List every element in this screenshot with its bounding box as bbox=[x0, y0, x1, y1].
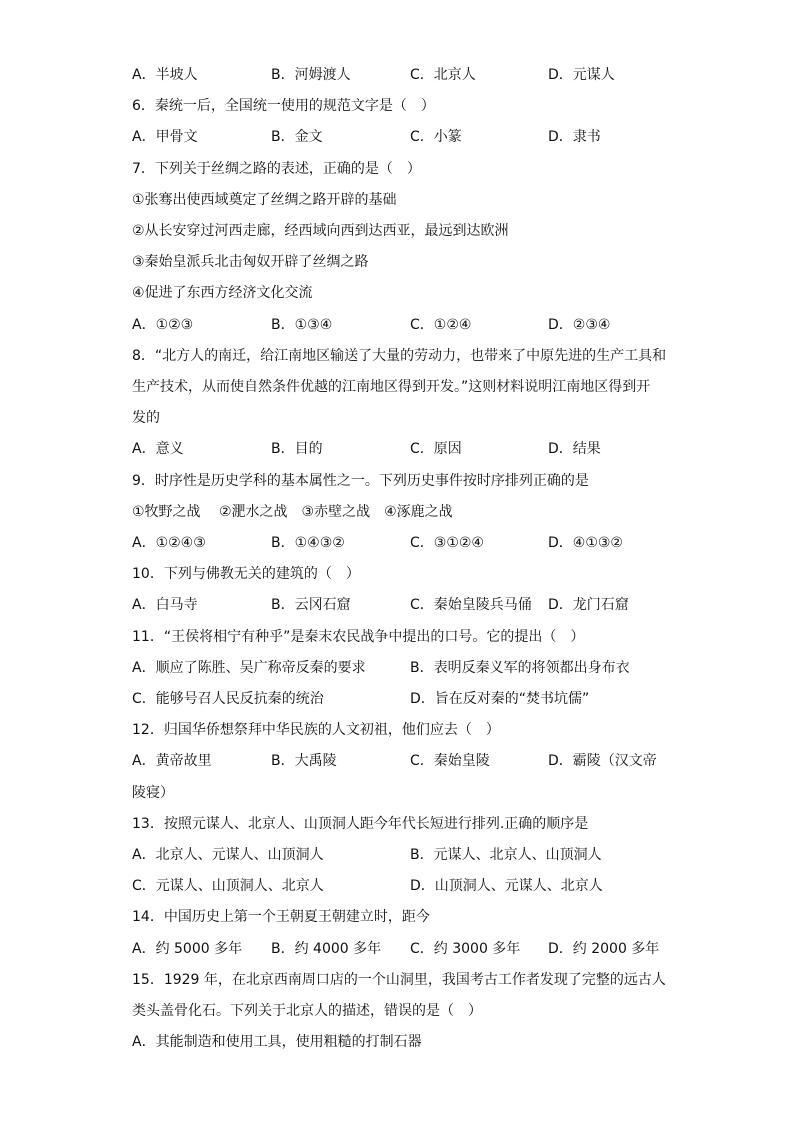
options-row bbox=[132, 684, 672, 715]
question-text-line: A．其能制造和使用工具，使用粗糙的打制石器 bbox=[132, 1034, 422, 1051]
question-text-line: 类头盖骨化石。下列关于北京人的描述，错误的是（ ） bbox=[132, 1003, 482, 1019]
question-text-line: ①牧野之战 ②淝水之战 ③赤壁之战 ④涿鹿之战 bbox=[132, 503, 453, 520]
answer-option: A．北京人、元谋人、山顶洞人 bbox=[132, 847, 324, 863]
options-row bbox=[132, 528, 672, 559]
answer-option: C．小篆 bbox=[410, 129, 462, 146]
answer-option: A．黄帝故里 bbox=[132, 753, 212, 770]
answer-option: A．①②④③ bbox=[132, 535, 206, 551]
answer-option: D．约 2000 多年 bbox=[548, 940, 660, 957]
question-text-line: 11．“王侯将相宁有种乎”是秦末农民战争中提出的口号。它的提出（ ） bbox=[132, 628, 585, 645]
answer-option: C．能够号召人民反抗秦的统治 bbox=[132, 691, 324, 707]
answer-option: A．①②③ bbox=[132, 316, 194, 333]
answer-option: D．旨在反对秦的“焚书坑儒” bbox=[410, 691, 590, 707]
options-row bbox=[132, 871, 672, 902]
answer-option: C．北京人 bbox=[410, 67, 476, 83]
answer-option: C．秦始皇陵兵马俑 bbox=[410, 597, 532, 614]
answer-option: A．白马寺 bbox=[132, 597, 198, 614]
question-text-line: 生产技术，从而使自然条件优越的江南地区得到开发。”这则材料说明江南地区得到开 bbox=[132, 379, 651, 395]
answer-option: A．顺应了陈胜、吴广称帝反秦的要求 bbox=[132, 659, 366, 676]
answer-option: C．①②④ bbox=[410, 316, 472, 333]
answer-option: D．龙门石窟 bbox=[548, 597, 629, 614]
answer-option: B．目的 bbox=[271, 441, 323, 458]
question-text-line: 12．归国华侨想祭拜中华民族的人文初祖，他们应去（ ） bbox=[132, 722, 500, 739]
question-text-line: 陵寝） bbox=[132, 784, 174, 801]
answer-option: B．表明反秦义军的将领都出身布衣 bbox=[410, 659, 630, 676]
answer-option: B．河姆渡人 bbox=[271, 67, 351, 83]
answer-option: C．约 3000 多年 bbox=[410, 940, 521, 957]
answer-option: B．金文 bbox=[271, 129, 323, 146]
options-row bbox=[132, 840, 672, 871]
options-row bbox=[132, 653, 672, 684]
answer-option: A．约 5000 多年 bbox=[132, 940, 243, 957]
answer-option: A．意义 bbox=[132, 441, 184, 458]
answer-option: B．①④③② bbox=[271, 535, 345, 551]
question-text-line: 8．“北方人的南迁，给江南地区输送了大量的劳动力，也带来了中原先进的生产工具和 bbox=[132, 347, 667, 364]
question-text-line: 9．时序性是历史学科的基本属性之一。下列历史事件按时序排列正确的是 bbox=[132, 472, 589, 489]
answer-option: B．大禹陵 bbox=[271, 753, 337, 770]
answer-option: B．元谋人、北京人、山顶洞人 bbox=[410, 847, 602, 863]
answer-option: C．原因 bbox=[410, 441, 462, 458]
question-text-line: ②从长安穿过河西走廊，经西域向西到达西亚，最远到达欧洲 bbox=[132, 223, 509, 239]
options-row bbox=[132, 590, 672, 621]
answer-option: A．半坡人 bbox=[132, 67, 198, 83]
answer-option: C．元谋人、山顶洞人、北京人 bbox=[132, 878, 324, 895]
question-text-line: 14．中国历史上第一个王朝夏王朝建立时，距今 bbox=[132, 909, 430, 926]
options-row bbox=[132, 934, 672, 965]
options-row bbox=[132, 434, 672, 465]
answer-option: D．②③④ bbox=[548, 316, 611, 333]
answer-option: B．①③④ bbox=[271, 316, 333, 333]
options-row bbox=[132, 310, 672, 341]
question-text-line: 13．按照元谋人、北京人、山顶洞人距今年代长短进行排列.正确的顺序是 bbox=[132, 815, 589, 832]
answer-option: B．云冈石窟 bbox=[271, 597, 351, 614]
options-row bbox=[132, 746, 672, 777]
question-text-line: 发的 bbox=[132, 410, 160, 427]
answer-option: D．霸陵（汉文帝 bbox=[548, 753, 657, 770]
question-text-line: 15．1929 年，在北京西南周口店的一个山洞里，我国考古工作者发现了完整的远古人 bbox=[132, 971, 666, 988]
options-row bbox=[132, 60, 672, 91]
answer-option: D．山顶洞人、元谋人、北京人 bbox=[410, 878, 603, 895]
question-text-line: 6．秦统一后，全国统一使用的规范文字是（ ） bbox=[132, 98, 435, 115]
question-text-line: 10．下列与佛教无关的建筑的（ ） bbox=[132, 566, 360, 583]
answer-option: C．秦始皇陵 bbox=[410, 753, 490, 770]
question-text-line: 7．下列关于丝绸之路的表述，正确的是（ ） bbox=[132, 160, 421, 177]
question-text-line: ①张骞出使西域奠定了丝绸之路开辟的基础 bbox=[132, 191, 397, 208]
answer-option: D．隶书 bbox=[548, 129, 601, 146]
answer-option: A．甲骨文 bbox=[132, 129, 198, 146]
answer-option: C．③①②④ bbox=[410, 535, 484, 551]
answer-option: D．元谋人 bbox=[548, 67, 615, 83]
question-text-line: ④促进了东西方经济文化交流 bbox=[132, 285, 313, 302]
answer-option: B．约 4000 多年 bbox=[271, 940, 382, 957]
question-text-line: ③秦始皇派兵北击匈奴开辟了丝绸之路 bbox=[132, 254, 369, 271]
answer-option: D．④①③② bbox=[548, 535, 623, 551]
answer-option: D．结果 bbox=[548, 441, 601, 458]
options-row bbox=[132, 122, 672, 153]
